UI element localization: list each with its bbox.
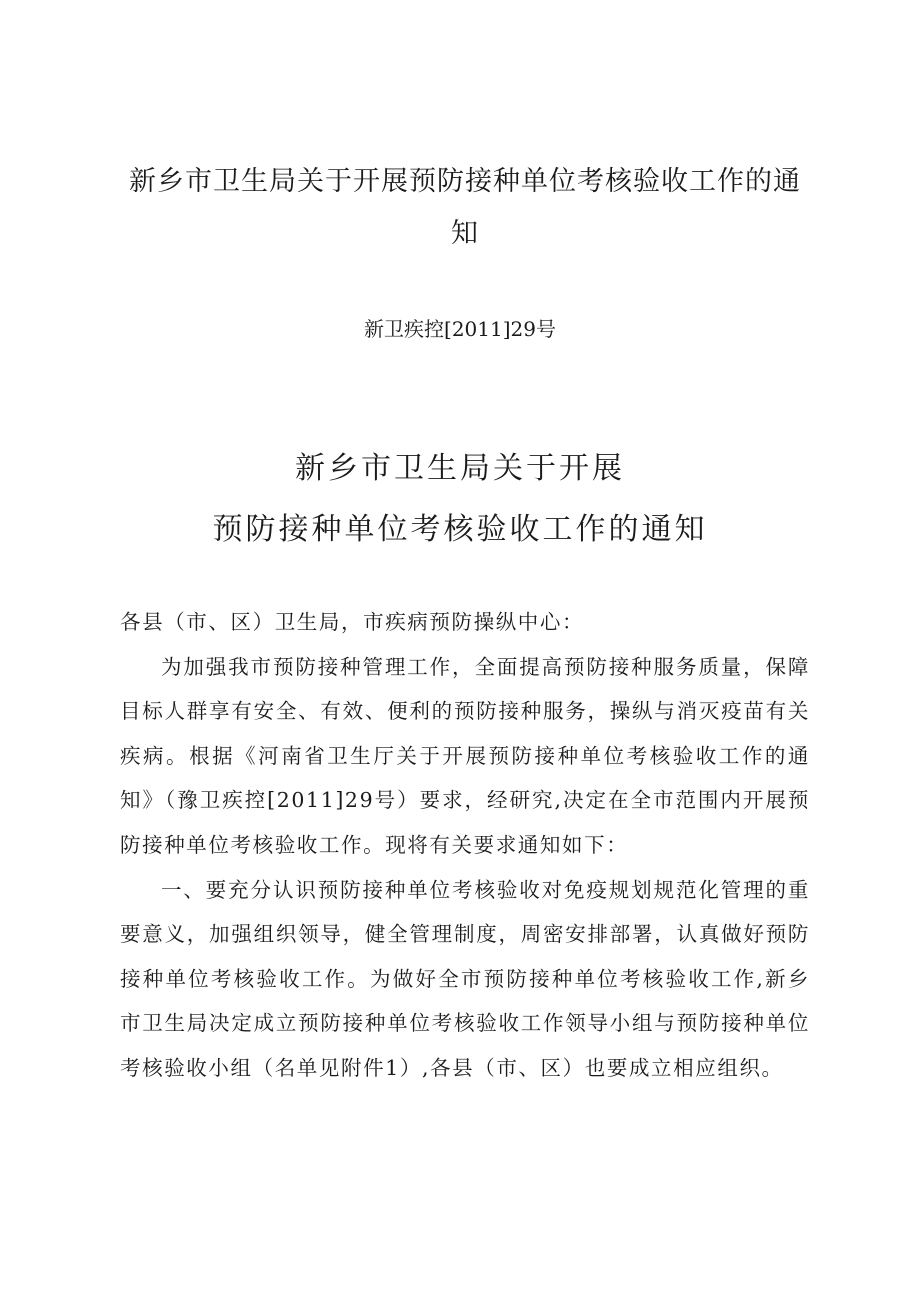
document-number: 新卫疾控[2011]29号 bbox=[364, 317, 556, 341]
heading-line-1: 新乡市卫生局关于开展 bbox=[295, 451, 625, 486]
body-paragraph-1: 为加强我市预防接种管理工作，全面提高预防接种服务质量，保障目标人群享有安全、有效、便利的预防接种服务，操纵与消灭疫苗有关疾病。根据《河南省卫生厅关于开展预防接种单位考核验收工作的通知》（豫卫疾控[2011]29号）要求，经研究,决定在全市范围内开展预防接种单位考核验收工作。现将有关要求通知如下： bbox=[120, 654, 810, 857]
document-top-title: 新乡市卫生局关于开展预防接种单位考核验收工作的通知 bbox=[129, 166, 801, 249]
document-body bbox=[120, 600, 810, 1091]
body-paragraph-2: 一、要充分认识预防接种单位考核验收对免疫规划规范化管理的重要意义，加强组织领导，健全管理制度，周密安排部署，认真做好预防接种单位考核验收工作。为做好全市预防接种单位考核验收工作,新乡市卫生局决定成立预防接种单位考核验收工作领导小组与预防接种单位考核验收小组（名单见附件1）,各县（市、区）也要成立相应组织。 bbox=[120, 877, 810, 1080]
salutation: 各县（市、区）卫生局，市疾病预防操纵中心： bbox=[120, 610, 585, 634]
heading-line-2: 预防接种单位考核验收工作的通知 bbox=[212, 512, 708, 547]
